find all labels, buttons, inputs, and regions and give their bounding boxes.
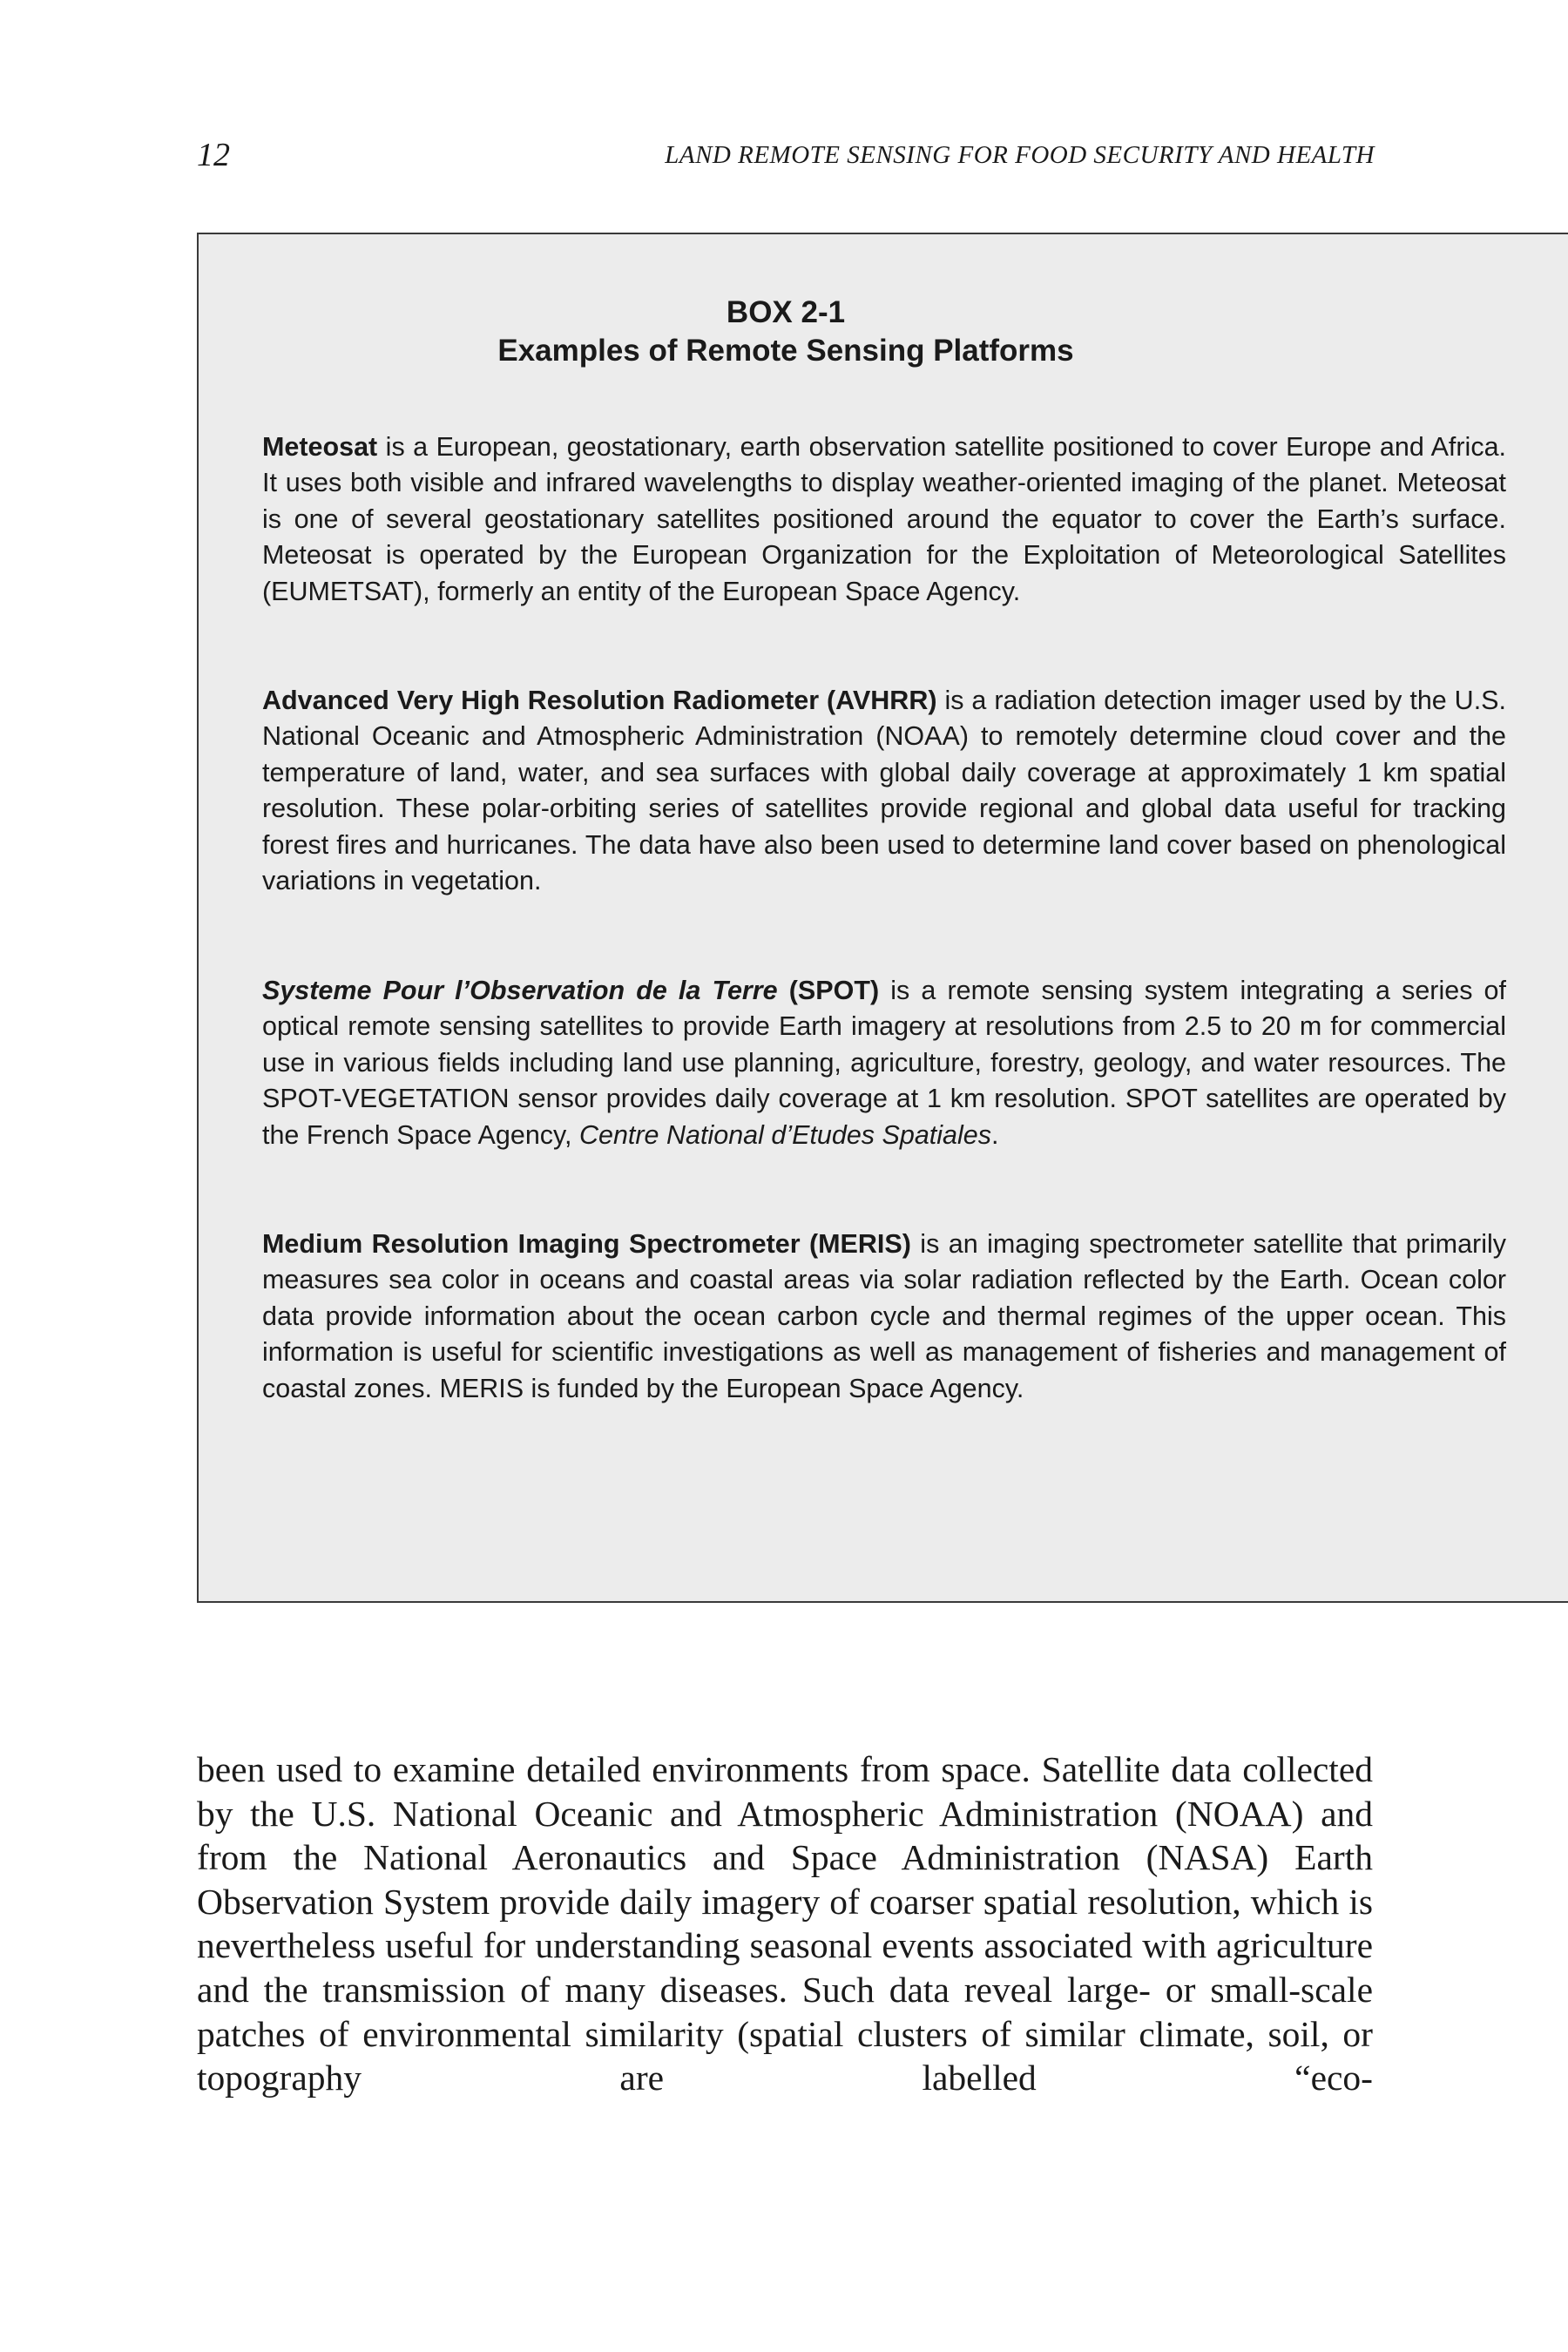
entry-meris [262, 1227, 1506, 1407]
running-head: LAND REMOTE SENSING FOR FOOD SECURITY AND HEALTH [665, 141, 1375, 169]
box-number: BOX 2-1 [726, 295, 846, 329]
entry-text: is a radiation detection imager used by the U.S. National Oceanic and Atmospheric Administration (NOAA) to remotely determine cloud cover and the temperature of land, water, and sea surfaces with global daily coverage at approximately 1 km spatial resolution. These polar-orbiting series of satellites provide regional and global data useful for tracking forest fires and hurricanes. The data have also been used to determine land cover based on phenological variations in vegetation. [262, 686, 1506, 896]
body-paragraph: been used to examine detailed environments from space. Satellite data collected by the U.S. National Oceanic and Atmospheric Administration (NOAA) and from the National Aeronautics and Space Administration (NASA) Earth Observation System provide daily imagery of coarser spatial resolution, which is nevertheless useful for understanding seasonal events associated with agriculture and the transmission of many diseases. Such data reveal large- or small-scale patches of environmental similarity (spatial clusters of similar climate, soil, or topography are labelled “eco- [197, 1749, 1373, 2099]
entry-term: Advanced Very High Resolution Radiometer (AVHRR) [262, 686, 937, 715]
entry-meteosat [262, 429, 1506, 610]
entry-text-italic: Centre National d’Etudes Spatiales [578, 1119, 992, 1150]
entry-term: (SPOT) [777, 976, 880, 1005]
entry-term: Medium Resolution Imaging Spectrometer (MERIS) [262, 1229, 911, 1259]
box-2-1 [197, 233, 1568, 1603]
entry-avhrr [262, 683, 1506, 899]
entry-term-italic: Systeme Pour l’Observation de la Terre [262, 976, 778, 1005]
entry-term: Meteosat [262, 432, 378, 462]
entry-text: is a European, geostationary, earth observation satellite positioned to cover Europe and Africa. It uses both visible and infrared wavelengths to display weather-oriented imaging of the planet. Meteosat is one of several geostationary satellites positioned around the equator to cover the Earth’s surface. Meteosat is operated by the European Organization for the Exploitation of Meteorological Satellites (EUMETSAT), formerly an entity of the European Space Agency. [262, 432, 1506, 606]
page-number: 12 [197, 137, 230, 173]
entry-text-end: . [991, 1119, 999, 1150]
entry-text: is an imaging spectrometer satellite that primarily measures sea color in oceans and coastal areas via solar radiation reflected by the Earth. Ocean color data provide information about the ocean carbon cycle and thermal regimes of the upper ocean. This information is useful for scientific investigations as well as management of fisheries and management of coastal zones. MERIS is funded by the European Space Agency. [262, 1229, 1506, 1403]
box-title: Examples of Remote Sensing Platforms [497, 334, 1074, 368]
entry-text: is a remote sensing system integrating a series of optical remote sensing satellites to provide Earth imagery at resolutions from 2.5 to 20 m for commercial use in various fields including land use planning, agriculture, forestry, geology, and water resources. The SPOT-VEGETATION sensor provides daily coverage at 1 km resolution. SPOT satellites are operated by the French Space Agency, [262, 976, 1506, 1150]
entry-spot [262, 973, 1506, 1153]
